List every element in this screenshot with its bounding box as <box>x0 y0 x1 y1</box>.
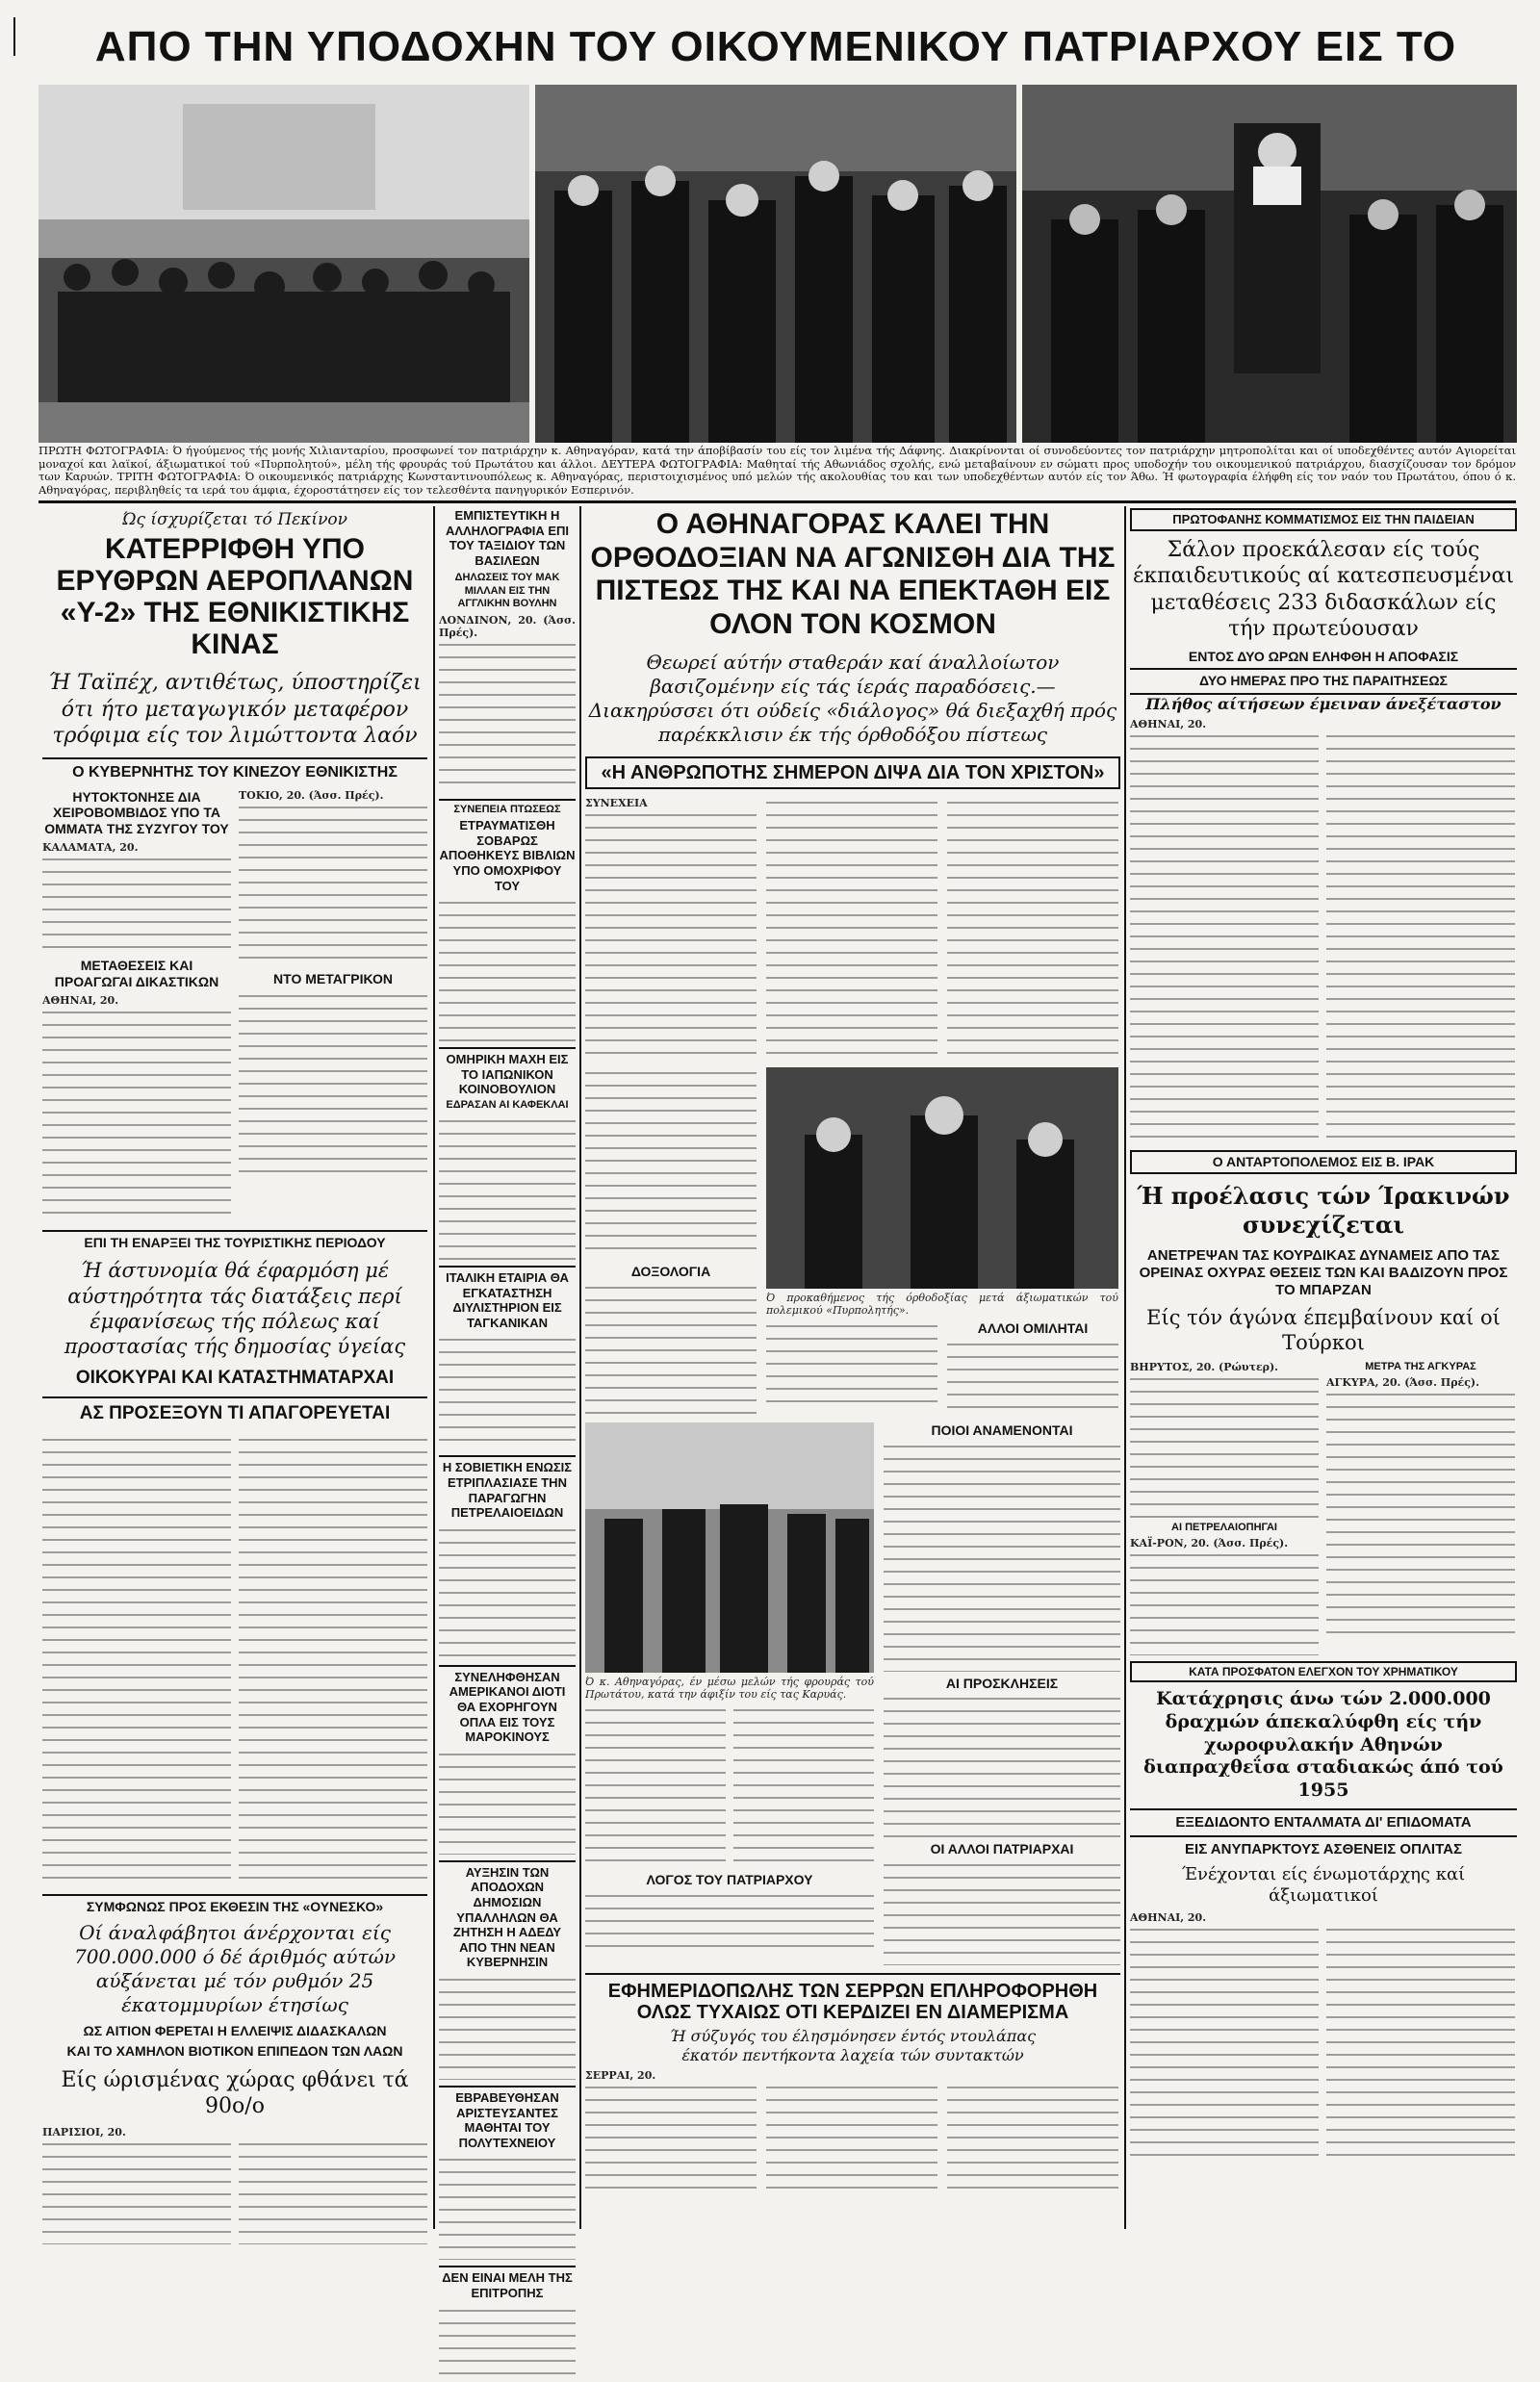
text-block <box>947 1339 1118 1410</box>
dateline: ΚΑΪ-ΡΟΝ, 20. (Άσσ. Πρές). <box>1130 1536 1289 1550</box>
divider <box>38 500 1516 503</box>
soldiers-subhead: ΕΙΣ ΑΝΥΠΑΡΚΤΟΥΣ ΑΣΘΕΝΕΙΣ ΟΠΛΙΤΑΣ <box>1130 1835 1517 1858</box>
text-block <box>42 1434 231 1886</box>
text-block <box>439 2305 576 2382</box>
column-rule <box>1124 506 1126 2229</box>
photo-patriarch-karyes <box>585 1422 874 1673</box>
photo-2-students <box>535 85 1016 443</box>
teachers-headline: Σάλον προεκάλεσαν είς τούς έκπαιδευτικούς αί κατεσπευσμέναι μεταθέσεις 233 διδασκάλων είς τήν πρωτεύουσαν <box>1132 537 1515 642</box>
text-block <box>1326 730 1515 1144</box>
serres-headline: ΕΦΗΜΕΡΙΔΟΠΩΛΗΣ ΤΩΝ ΣΕΡΡΩΝ ΕΠΛΗΡΟΦΟΡΗΘΗ ΟΛΩΣ ΤΥΧΑΙΩΣ ΟΤΙ ΚΕΡΔΙΖΕΙ ΕΝ ΔΙΑΜΕΡΙΣΜΑ <box>585 1973 1120 2023</box>
embezzlement-headline: Κατάχρησις άνω τών 2.000.000 δραχμών άπεκαλύφθη είς τήν χωροφυλακήν Αθηνών διαπραχθεΐσα σταδιακώς άπό τού 1955 <box>1143 1688 1503 1802</box>
macmillan-subhead: ΔΗΛΩΣΕΙΣ ΤΟΥ ΜΑΚ ΜΙΛΛΑΝ ΕΙΣ ΤΗΝ ΑΓΓΛΙΚΗΝ ΒΟΥΛΗΝ <box>454 572 560 609</box>
text-block <box>1130 1550 1319 1655</box>
audit-kicker: ΚΑΤΑ ΠΡΟΣΦΑΤΟΝ ΕΛΕΓΧΟΝ ΤΟΥ ΧΡΗΜΑΤΙΚΟΥ <box>1130 1661 1517 1682</box>
photo-3-patriarch-church <box>1022 85 1517 443</box>
dateline: ΣΕΡΡΑΙ, 20. <box>585 2069 656 2083</box>
ninety-percent-headline: Είς ώρισμένας χώρας φθάνει τά 90ο/ο <box>61 2067 409 2119</box>
column-rule <box>579 506 581 2229</box>
photo-patriarch-officers <box>766 1067 1118 1289</box>
china-governor-head: Ο ΚΥΒΕΡΝΗΤΗΣ ΤΟΥ ΚΙΝΕΖΟΥ ΕΘΝΙΚΙΣΤΗΣ <box>42 757 427 781</box>
dateline: ΣΥΝΕΧΕΙΑ <box>585 797 648 809</box>
kurds-subhead: ΑΝΕΤΡΕΨΑΝ ΤΑΣ ΚΟΥΡΔΙΚΑΣ ΔΥΝΑΜΕΙΣ ΑΠΟ ΤΑΣ ΟΡΕΙΝΑΣ ΟΧΥΡΑΣ ΘΕΣΕΙΣ ΤΩΝ ΚΑΙ ΒΑΔΙΖΟΥΝ ΠΡΟΣ ΤΟ ΜΠΑΡΖΑΝ <box>1139 1246 1508 1298</box>
dateline: ΚΑΛΑΜΑΤΑ, 20. <box>42 841 139 855</box>
text-block <box>439 1524 576 1659</box>
serres-subhead-1: Ή σύζυγός του έλησμόνησεν έντός ντουλάπας <box>669 2027 1037 2046</box>
text-block <box>239 990 427 1183</box>
ankara-measures-subhead: ΜΕΤΡΑ ΤΗΣ ΑΓΚΥΡΑΣ <box>1365 1361 1476 1373</box>
unesco-subhead-1: ΩΣ ΑΙΤΙΟΝ ΦΕΡΕΤΑΙ Η ΕΛΛΕΙΨΙΣ ΔΙΔΑΣΚΑΛΩΝ <box>83 2023 387 2039</box>
text-block <box>439 897 576 1041</box>
officers-headline: Ένέχονται είς ένωμοτάρχης καί άξιωματικοί <box>1181 1863 1466 1907</box>
serres-subhead-2: έκατόν πεντήκοντα λαχεία τών συντακτών <box>681 2046 1024 2065</box>
tourism-kicker: ΕΠΙ ΤΗ ΕΝΑΡΞΕΙ ΤΗΣ ΤΟΥΡΙΣΤΙΚΗΣ ΠΕΡΙΟΔΟΥ <box>42 1230 427 1251</box>
text-block <box>439 1115 576 1260</box>
forbidden-headline: ΑΣ ΠΡΟΣΕΞΟΥΝ ΤΙ ΑΠΑΓΟΡΕΥΕΤΑΙ <box>42 1396 427 1424</box>
police-headline: Ή άστυνομία θά έφαρμόση μέ αύστηρότητα τάς διατάξεις περί έμφανίσεως τής πόλεως καί προστασίας τής δημοσίας ύγείας <box>64 1259 406 1359</box>
text-block <box>766 1320 937 1407</box>
other-speakers-subhead: ΑΛΛΟΙ ΟΜΙΛΗΤΑΙ <box>977 1320 1089 1336</box>
transfers-subhead: ΜΕΤΑΘΕΣΕΙΣ ΚΑΙ ΠΡΟΑΓΩΓΑΙ ΔΙΚΑΣΤΙΚΩΝ <box>54 958 219 989</box>
edge-mark <box>13 17 31 56</box>
china-kicker: Ώς ίσχυρίζεται τό Πεκίνον <box>122 510 347 529</box>
decision-subhead: ΕΝΤΟΣ ΔΥΟ ΩΡΩΝ ΕΛΗΦΘΗ Η ΑΠΟΦΑΣΙΣ <box>1188 648 1459 664</box>
text-block <box>585 1890 874 1958</box>
committee-headline: ΔΕΝ ΕΙΝΑΙ ΜΕΛΗ ΤΗΣ ΕΠΙΤΡΟΠΗΣ <box>439 2266 576 2300</box>
text-block <box>1326 1389 1515 1639</box>
iraq-kicker: Ο ΑΝΤΑΡΤΟΠΟΛΕΜΟΣ ΕΙΣ Β. ΙΡΑΚ <box>1130 1150 1517 1174</box>
text-block <box>1130 730 1319 1144</box>
dateline: ΠΑΡΙΣΙΟΙ, 20. <box>42 2125 126 2139</box>
photo-caption-1: Ό κ. Αθηναγόρας, έν μέσω μελών τής φρουράς τού Πρωτάτου, κατά την άφιξίν του είς τας Καρυάς. <box>585 1675 874 1701</box>
dateline: ΑΘΗΝΑΙ, 20. <box>1130 1910 1207 1924</box>
suicide-subhead: ΗΥΤΟΚΤΟΝΗΣΕ ΔΙΑ ΧΕΙΡΟΒΟΜΒΙΔΟΣ ΥΠΟ ΤΑ ΟΜΜΑΤΑ ΤΗΣ ΣΥΖΥΓΟΥ ΤΟΥ <box>44 788 229 837</box>
column-left <box>42 508 427 2231</box>
column-briefs <box>439 508 576 2300</box>
invitations-subhead: ΑΙ ΠΡΟΣΚΛΗΣΕΙΣ <box>945 1675 1059 1691</box>
patriarch-speech-subhead: ΛΟΓΟΣ ΤΟΥ ΠΑΤΡΙΑΡΧΟΥ <box>646 1871 813 1887</box>
text-block <box>439 2154 576 2260</box>
text-block <box>585 1067 757 1260</box>
injured-headline: ΕΤΡΑΥΜΑΤΙΣΘΗ ΣΟΒΑΡΩΣ ΑΠΟΘΗΚΕΥΣ ΒΙΒΛΙΩΝ ΥΠΟ ΟΜΟΧΡΙΦΟΥ ΤΟΥ <box>439 818 576 893</box>
applications-subhead: Πλήθος αίτήσεων έμειναν άνεξέταστον <box>1130 693 1517 714</box>
athenagoras-subhead: Θεωρεί αύτήν σταθεράν καί άναλλοίωτον βασιζομένην είς τάς ίεράς παραδόσεις.— Διακηρύσσει ότι ούδείς «διάλογος» θά διεξαχθή πρός παρέκκλισιν έκ τής όρθοδόξου πίστεως <box>588 651 1117 746</box>
illiterate-headline: Οί άναλφάβητοι άνέρχονται είς 700.000.000 ό δέ άριθμός αύτών αύξάνεται μέ τόν ρυθμόν 25 έκατομμυρίων έτησίως <box>73 1921 397 2017</box>
text-block <box>439 1974 576 2080</box>
column-right <box>1130 508 1517 2231</box>
other-patriarchs-subhead: ΟΙ ΑΛΛΟΙ ΠΑΤΡΙΑΡΧΑΙ <box>930 1841 1074 1857</box>
text-block <box>42 854 231 950</box>
chairs-subhead: ΕΔΡΑΣΑΝ ΑΙ ΚΑΦΕΚΛΑΙ <box>446 1098 569 1111</box>
china-subhead: Ή Ταϊπέχ, αντιθέτως, ύποστηρίζει ότι ήτο μεταγωγικόν μεταφέρον τρόφιμα είς τον λιμώττοντα λαόν <box>48 671 422 748</box>
arms-headline: ΣΥΝΕΛΗΦΘΗΣΑΝ ΑΜΕΡΙΚΑΝΟΙ ΔΙΟΤΙ ΘΑ ΕΧΟΡΗΓΟΥΝ ΟΠΛΑ ΕΙΣ ΤΟΥΣ ΜΑΡΟΚΙΝΟΥΣ <box>439 1665 576 1745</box>
dateline: ΑΘΗΝΑΙ, 20. <box>1130 718 1207 731</box>
text-block <box>585 1704 726 1868</box>
text-block <box>42 2139 231 2244</box>
text-block <box>884 1859 1120 1965</box>
refinery-headline: ΙΤΑΛΙΚΗ ΕΤΑΙΡΙΑ ΘΑ ΕΓΚΑΤΑΣΤΗΣΗ ΔΙΥΛΙΣΤΗΡΙΟΝ ΕΙΣ ΤΑΓΚΑΝΙΚΑΝ <box>439 1266 576 1330</box>
text-block <box>439 1749 576 1855</box>
resignation-subhead: ΔΥΟ ΗΜΕΡΑΣ ΠΡΟ ΤΗΣ ΠΑΡΑΙΤΗΣΕΩΣ <box>1130 668 1517 689</box>
turks-headline: Είς τόν άγώνα έπεμβαίνουν καί οί Τούρκοι <box>1146 1305 1501 1355</box>
column-rule <box>433 506 435 2229</box>
awards-headline: ΕΒΡΑΒΕΥΘΗΣΑΝ ΑΡΙΣΤΕΥΣΑΝΤΕΣ ΜΑΘΗΤΑΙ ΤΟΥ ΠΟΛΥΤΕΧΝΕΙΟΥ <box>439 2086 576 2150</box>
text-block <box>1326 1924 1515 2164</box>
page-banner-headline: ΑΠΟ ΤΗΝ ΥΠΟΔΟΧΗΝ ΤΟΥ ΟΙΚΟΥΜΕΝΙΚΟΥ ΠΑΤΡΙΑΡΧΟΥ ΕΙΣ ΤΟ <box>94 23 1457 70</box>
salaries-headline: ΑΥΞΗΣΙΝ ΤΩΝ ΑΠΟΔΟΧΩΝ ΔΗΜΟΣΙΩΝ ΥΠΑΛΛΗΛΩΝ ΘΑ ΖΗΤΗΣΗ Η ΑΔΕΔΥ ΑΠΟ ΤΗΝ ΝΕΑΝ ΚΥΒΕΡΝΗΣΙΝ <box>439 1860 576 1970</box>
cargo-subhead: ΝΤΟ ΜΕΤΑΓΡΙΚΟΝ <box>273 970 393 986</box>
housewives-headline: ΟΙΚΟΚΥΡΑΙ ΚΑΙ ΚΑΤΑΣΤΗΜΑΤΑΡΧΑΙ <box>75 1368 395 1389</box>
expected-subhead: ΠΟΙΟΙ ΑΝΑΜΕΝΟΝΤΑΙ <box>931 1422 1073 1438</box>
text-block <box>884 1441 1120 1672</box>
china-headline: ΚΑΤΕΡΡΙΦΘΗ ΥΠΟ ΕΡΥΘΡΩΝ ΑΕΡΟΠΛΑΝΩΝ «Υ-2» ΤΗΣ ΕΘΝΙΚΙΣΤΙΚΗΣ ΚΙΝΑΣ <box>56 533 414 660</box>
japan-headline: ΟΜΗΡΙΚΗ ΜΑΧΗ ΕΙΣ ΤΟ ΙΑΠΩΝΙΚΟΝ ΚΟΙΝΟΒΟΥΛΙΟΝ <box>439 1047 576 1097</box>
warrants-subhead: ΕΞΕΔΙΔΟΝΤΟ ΕΝΤΑΛΜΑΤΑ ΔΙ' ΕΠΙΔΟΜΑΤΑ <box>1130 1808 1517 1831</box>
text-block <box>439 639 576 793</box>
text-block <box>1130 1924 1319 2164</box>
photo-1-landing <box>38 85 529 443</box>
dateline: ΑΓΚΥΡΑ, 20. (Άσσ. Πρές). <box>1326 1375 1479 1389</box>
text-block <box>439 1334 576 1449</box>
fall-kicker: ΣΥΝΕΠΕΙΑ ΠΤΩΣΕΩΣ <box>439 799 576 816</box>
athenagoras-headline: Ο ΑΘΗΝΑΓΟΡΑΣ ΚΑΛΕΙ ΤΗΝ ΟΡΘΟΔΟΞΙΑΝ ΝΑ ΑΓΩΝΙΣΘΗ ΔΙΑ ΤΗΣ ΠΙΣΤΕΩΣ ΤΗΣ ΚΑΙ ΝΑ ΕΠΕΚΤΑΘΗ ΕΙΣ ΟΛΟΝ ΤΟΝ ΚΟΣΜΟΝ <box>590 508 1116 640</box>
humanity-quote: «Η ΑΝΘΡΩΠΟΤΗΣ ΣΗΜΕΡΟΝ ΔΙΨΑ ΔΙΑ ΤΟΝ ΧΡΙΣΤΟΝ» <box>585 756 1120 789</box>
text-block <box>239 1434 427 1886</box>
photo-caption: ΠΡΩΤΗ ΦΩΤΟΓΡΑΦΙΑ: Ό ήγούμενος τής μονής Χιλιανταρίου, προσφωνεί τον πατριάρχην κ. Αθηναγόραν, κατά την άποβίβασίν του είς τον λιμένα τής Δάφνης. Διακρίνονται οί συνοδεύοντες τον πατριάρχην μητροπολίται και οί υποδεχθέντες αυτόν Αγιορείται μοναχοί και λαϊκοί, άξιωματικοί τού «Πυρπολητού», μέλη τής φρουράς τού Πρωτάτου και άλλοι. ΔΕΥΤΕΡΑ ΦΩΤΟΓΡΑΦΙΑ: Μαθηταί τής Αθωνιάδος σχολής, ενώ μεταβαίνουν εν σώματι προς υποδοχήν του οικουμενικού πατριάρχου, διασχίζουσαν τον δρόμον των Καρυών. ΤΡΙΤΗ ΦΩΤΟΓΡΑΦΙΑ: Ό οικουμενικός πατριάρχης Κωνσταντινουπόλεως κ. Αθηναγόρας, περιστοιχισμένος υπό μελών τής ακολουθίας του και των υποδεχθέντων αυτόν είς τον Άθω. Ή φωτογραφία έλήφθη είς τον ναόν του Πρωτάτου, όπου ό κ. Αθηναγόρας, περιβληθείς τα ιερά του άμφια, έχοροστάτησεν είς τον τελεσθέντα πανηγυρικόν Εσπερινόν. <box>38 444 1516 497</box>
text-block <box>947 797 1118 1062</box>
photo-caption-2: Ό προκαθήμενος τής όρθοδοξίας μετά άξιωματικών τού πολεμικού «Πυρπολητής». <box>766 1292 1118 1317</box>
education-kicker: ΠΡΩΤΟΦΑΝΗΣ ΚΟΜΜΑΤΙΣΜΟΣ ΕΙΣ ΤΗΝ ΠΑΙΔΕΙΑΝ <box>1130 508 1517 531</box>
text-block <box>585 1282 757 1417</box>
column-center <box>585 508 1120 2231</box>
text-block <box>585 2082 757 2197</box>
unesco-kicker: ΣΥΜΦΩΝΩΣ ΠΡΟΣ ΕΚΘΕΣΙΝ ΤΗΣ «ΟΥΝΕΣΚΟ» <box>42 1894 427 1915</box>
unesco-subhead-2: ΚΑΙ ΤΟ ΧΑΜΗΛΟΝ ΒΙΟΤΙΚΟΝ ΕΠΙΠΕΔΟΝ ΤΩΝ ΛΑΩΝ <box>66 2042 403 2059</box>
text-block <box>947 2082 1118 2197</box>
dateline: ΑΘΗΝΑΙ, 20. <box>42 993 119 1007</box>
letters-headline: ΕΜΠΙΣΤΕΥΤΙΚΗ Η ΑΛΛΗΛΟΓΡΑΦΙΑ ΕΠΙ ΤΟΥ ΤΑΞΙΔΙΟΥ ΤΩΝ ΒΑΣΙΛΕΩΝ <box>445 508 570 568</box>
oil-springs-subhead: ΑΙ ΠΕΤΡΕΛΑΙΟΠΗΓΑΙ <box>1171 1522 1277 1534</box>
text-block <box>42 1007 231 1218</box>
text-block <box>1130 1373 1319 1518</box>
text-block <box>239 802 427 965</box>
soviet-oil-headline: Η ΣΟΒΙΕΤΙΚΗ ΕΝΩΣΙΣ ΕΤΡΙΠΛΑΣΙΑΣΕ ΤΗΝ ΠΑΡΑΓΩΓΗΝ ΠΕΤΡΕΛΑΙΟΕΙΔΩΝ <box>439 1455 576 1520</box>
text-block <box>585 809 757 1060</box>
text-block <box>766 2082 937 2197</box>
text-block <box>239 2139 427 2244</box>
text-block <box>733 1704 874 1868</box>
iraq-headline: Ή προέλασις τών Ίρακινών συνεχίζεται <box>1137 1181 1510 1239</box>
dateline: ΛΟΝΔΙΝΟΝ, 20. (Άσσ. Πρές). <box>439 613 576 639</box>
doxology-subhead: ΔΟΞΟΛΟΓΙΑ <box>630 1264 711 1279</box>
dateline: ΒΗΡΥΤΟΣ, 20. (Ρώυτερ). <box>1130 1361 1279 1374</box>
text-block <box>884 1693 1120 1837</box>
dateline: ΤΟΚΙΟ, 20. (Άσσ. Πρές). <box>239 788 384 802</box>
text-block <box>766 797 937 1062</box>
